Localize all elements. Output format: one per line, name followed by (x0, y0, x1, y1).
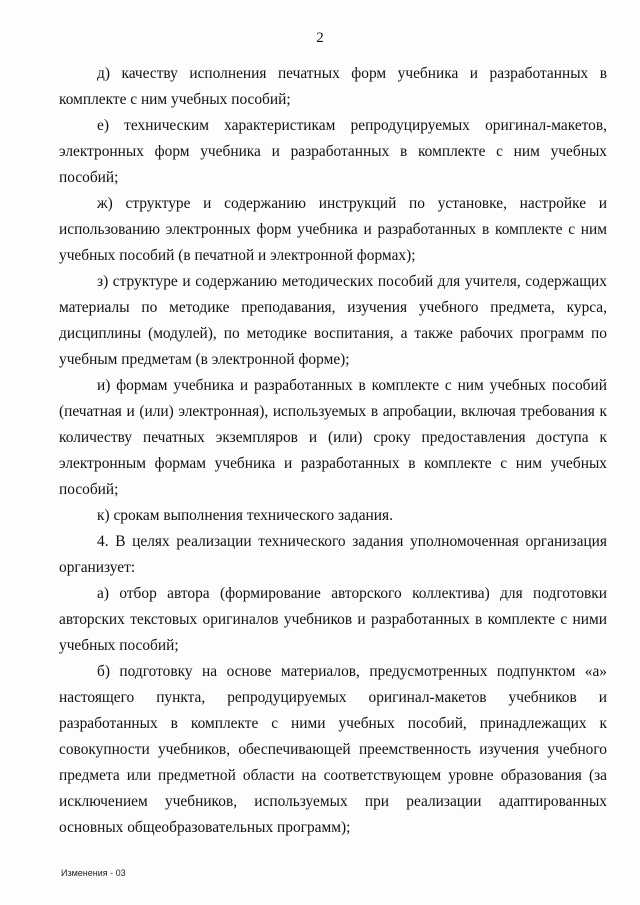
paragraph-i: и) формам учебника и разработанных в комплекте с ним учебных пособий (печатная и (или) электронная), используемых в апробации, включая требования к количеству печатных экземпляров и (или) сроку предоставления доступа к электронным формам учебника и разработанных в комплекте с ним учебных пособий; (59, 377, 607, 498)
paragraph-a: а) отбор автора (формирование авторского коллектива) для подготовки авторских текстовых оригиналов учебников и разработанных в комплекте с ними учебных пособий; (59, 585, 607, 654)
footer-revision: Изменения - 03 (61, 868, 126, 878)
paragraph-b: б) подготовку на основе материалов, предусмотренных подпунктом «а» настоящего пункта, репродуцируемых оригинал-макетов учебников и разработанных в комплекте с ними учебных пособий, принадлежащих к совокупности учебников, обеспечивающей преемственность изучения учебного предмета или предметной области на соответствующем уровне образования (за исключением учебников, используемых при реализации адаптированных основных общеобразовательных программ); (59, 663, 607, 836)
document-body (59, 61, 607, 841)
page-number: 2 (316, 30, 324, 46)
paragraph-k: к) срокам выполнения технического задания. (97, 507, 393, 524)
paragraph-e: е) техническим характеристикам репродуцируемых оригинал-макетов, электронных форм учебника и разработанных в комплекте с ним учебных пособий; (59, 117, 607, 186)
paragraph-item-4: 4. В целях реализации технического задания уполномоченная организация организует: (59, 533, 607, 576)
paragraph-z: з) структуре и содержанию методических пособий для учителя, содержащих материалы по методике преподавания, изучения учебного предмета, курса, дисциплины (модулей), по методике воспитания, а также рабочих программ по учебным предметам (в электронной форме); (59, 273, 607, 368)
paragraph-zh: ж) структуре и содержанию инструкций по установке, настройке и использованию электронных форм учебника и разработанных в комплекте с ним учебных пособий (в печатной и электронной формах); (59, 195, 607, 264)
paragraph-d: д) качеству исполнения печатных форм учебника и разработанных в комплекте с ним учебных пособий; (59, 65, 607, 108)
